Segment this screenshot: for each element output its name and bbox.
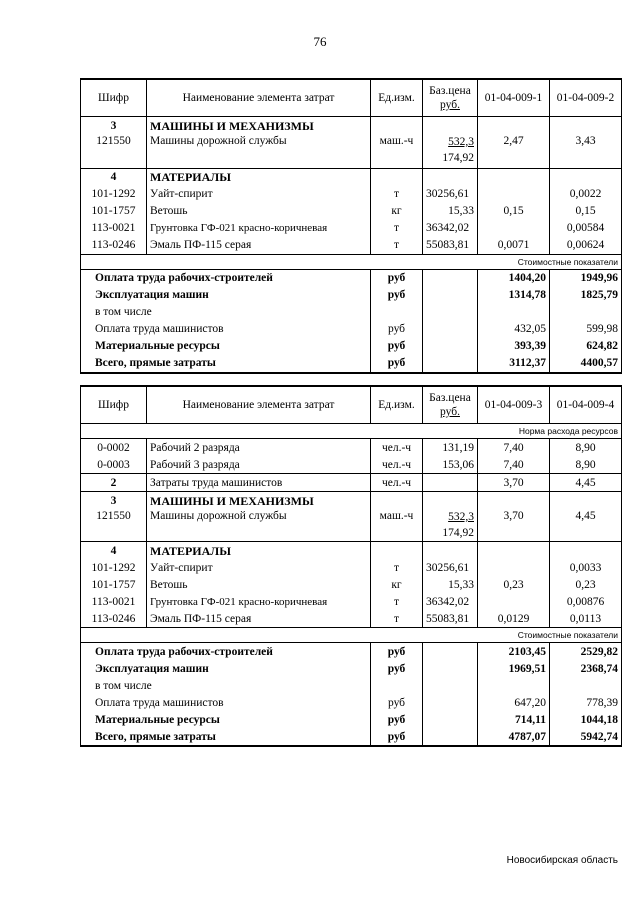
- section-row: 4 МАТЕРИАЛЫ: [81, 168, 622, 186]
- summary-row: Оплата труда рабочих-строителей руб 1404,20 1949,96: [81, 269, 622, 287]
- summary-row: Всего, прямые затраты руб 4787,07 5942,74: [81, 728, 622, 746]
- cost-note-row: Стоимостные показатели: [81, 628, 622, 643]
- header-code: Шифр: [81, 79, 147, 117]
- table-row: 113-0021 Грунтовка ГФ-021 красно-коричневая т 36342,02 0,00876: [81, 593, 622, 610]
- header-unit: Ед.изм.: [371, 79, 423, 117]
- summary-row: Эксплуатация машин руб 1314,78 1825,79: [81, 287, 622, 304]
- table-row: 113-0021 Грунтовка ГФ-021 красно-коричневая т 36342,02 0,00584: [81, 220, 622, 237]
- norm-note-row: Норма расхода ресурсов: [81, 424, 622, 439]
- summary-row: Материальные ресурсы руб 714,11 1044,18: [81, 711, 622, 728]
- cost-table-1: [80, 78, 622, 374]
- summary-row: Материальные ресурсы руб 393,39 624,82: [81, 338, 622, 355]
- summary-row: Оплата труда рабочих-строителей руб 2103,45 2529,82: [81, 643, 622, 661]
- summary-row: Всего, прямые затраты руб 3112,37 4400,57: [81, 355, 622, 373]
- section-row: 3 МАШИНЫ И МЕХАНИЗМЫ: [81, 117, 622, 135]
- header-col-a: 01-04-009-1: [478, 79, 550, 117]
- table-row: 113-0246 Эмаль ПФ-115 серая т 55083,81 0,0071 0,00624: [81, 237, 622, 255]
- header-col-a: 01-04-009-3: [478, 386, 550, 424]
- table-row: 101-1292 Уайт-спирит т 30256,61 0,0033: [81, 559, 622, 576]
- table-row: 121550 Машины дорожной службы маш.-ч 532,3 174,92 3,70 4,45: [81, 509, 622, 542]
- header-col-b: 01-04-009-2: [550, 79, 622, 117]
- table-header: [81, 386, 622, 424]
- header-name: Наименование элемента затрат: [147, 79, 371, 117]
- summary-row: Оплата труда машинистов руб 432,05 599,98: [81, 321, 622, 338]
- table-header: [81, 79, 622, 117]
- cost-table-2: [80, 385, 622, 747]
- footer-region: Новосибирская область: [506, 855, 618, 866]
- header-price: Баз.цена руб.: [423, 79, 478, 117]
- section-row: 3 МАШИНЫ И МЕХАНИЗМЫ: [81, 492, 622, 510]
- header-name: Наименование элемента затрат: [147, 386, 371, 424]
- table-row: 121550 Машины дорожной службы маш.-ч 532,3 174,92 2,47 3,43: [81, 134, 622, 168]
- summary-row: в том числе: [81, 304, 622, 321]
- table-row: 101-1757 Ветошь кг 15,33 0,23 0,23: [81, 576, 622, 593]
- table-row: 0-0003 Рабочий 3 разряда чел.-ч 153,06 7,40 8,90: [81, 456, 622, 474]
- table-row: 0-0002 Рабочий 2 разряда чел.-ч 131,19 7,40 8,90: [81, 439, 622, 457]
- table-row: 2 Затраты труда машинистов чел.-ч 3,70 4,45: [81, 474, 622, 492]
- table-row: 113-0246 Эмаль ПФ-115 серая т 55083,81 0,0129 0,0113: [81, 610, 622, 628]
- summary-row: Оплата труда машинистов руб 647,20 778,39: [81, 694, 622, 711]
- header-unit: Ед.изм.: [371, 386, 423, 424]
- cost-note-row: Стоимостные показатели: [81, 254, 622, 269]
- summary-row: в том числе: [81, 677, 622, 694]
- header-col-b: 01-04-009-4: [550, 386, 622, 424]
- header-price: Баз.цена руб.: [423, 386, 478, 424]
- table-row: 101-1757 Ветошь кг 15,33 0,15 0,15: [81, 203, 622, 220]
- summary-row: Эксплуатация машин руб 1969,51 2368,74: [81, 660, 622, 677]
- section-row: 4 МАТЕРИАЛЫ: [81, 542, 622, 560]
- page-number: 76: [313, 34, 327, 49]
- table-row: 101-1292 Уайт-спирит т 30256,61 0,0022: [81, 186, 622, 203]
- header-code: Шифр: [81, 386, 147, 424]
